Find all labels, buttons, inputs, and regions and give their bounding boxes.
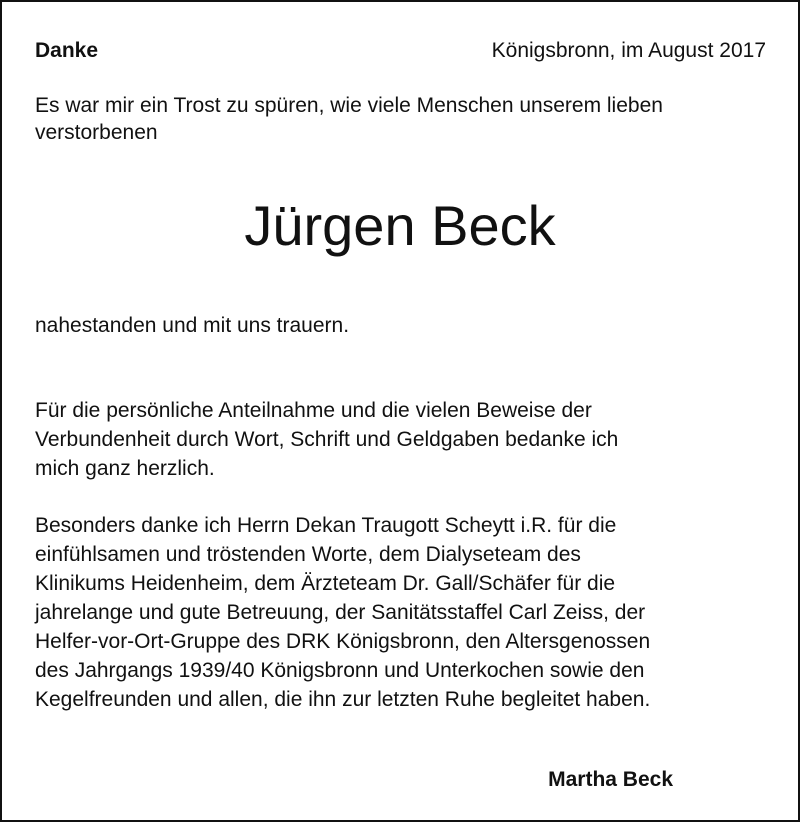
paragraph-2-line: einfühlsamen und tröstenden Worte, dem Dialyseteam des [35, 543, 581, 566]
place-date: Königsbronn, im August 2017 [491, 39, 766, 62]
paragraph-1-line: mich ganz herzlich. [35, 457, 215, 480]
paragraph-2-line: Helfer-vor-Ort-Gruppe des DRK Königsbronn, den Altersgenossen [35, 630, 651, 653]
heading-thanks: Danke [35, 39, 99, 62]
paragraph-2-line: jahrelange und gute Betreuung, der Sanitätsstaffel Carl Zeiss, der [35, 601, 646, 624]
signature: Martha Beck [548, 768, 673, 791]
after-name-line: nahestanden und mit uns trauern. [35, 314, 350, 337]
deceased-name: Jürgen Beck [244, 194, 556, 257]
paragraph-2-line: Kegelfreunden und allen, die ihn zur letzten Ruhe begleitet haben. [35, 688, 651, 711]
paragraph-1-line: Für die persönliche Anteilnahme und die vielen Beweise der [35, 399, 592, 422]
paragraph-2-line: Besonders danke ich Herrn Dekan Traugott Scheytt i.R. für die [35, 514, 617, 537]
paragraph-1-line: Verbundenheit durch Wort, Schrift und Geldgaben bedanke ich [35, 428, 619, 451]
intro-line: Es war mir ein Trost zu spüren, wie viele Menschen unserem lieben [35, 94, 663, 117]
paragraph-2-line: des Jahrgangs 1939/40 Königsbronn und Unterkochen sowie den [35, 659, 645, 682]
intro-line: verstorbenen [35, 121, 158, 144]
paragraph-2-line: Klinikums Heidenheim, dem Ärzteteam Dr. Gall/Schäfer für die [35, 572, 616, 595]
